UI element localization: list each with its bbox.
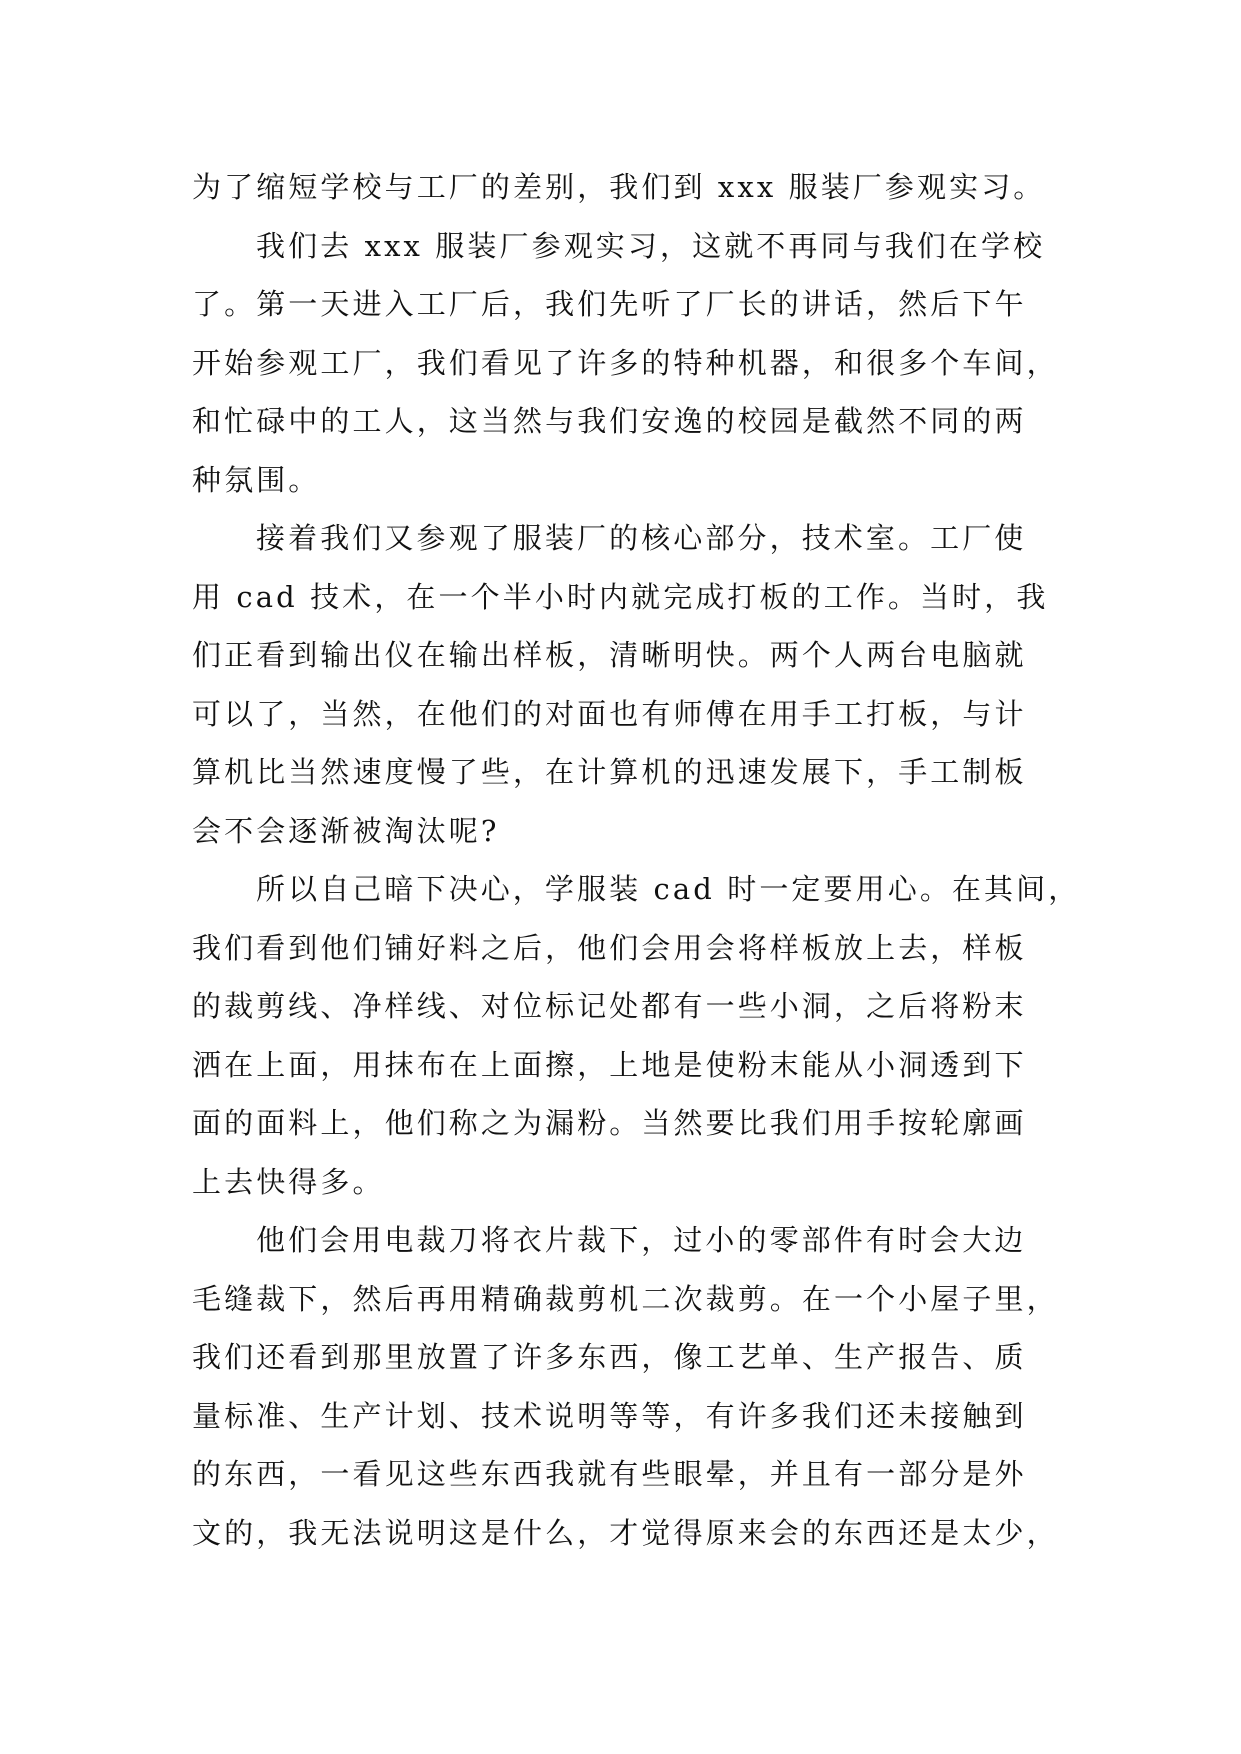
text-line: 可以了，当然，在他们的对面也有师傅在用手工打板，与计 [192, 696, 1027, 731]
text-line: 开始参观工厂，我们看见了许多的特种机器，和很多个车间， [192, 345, 1059, 380]
text-line: 他们会用电裁刀将衣片裁下，过小的零部件有时会大边 [256, 1223, 1027, 1257]
text-line: 毛缝裁下，然后再用精确裁剪机二次裁剪。在一个小屋子里， [192, 1281, 1059, 1316]
text-line: 了。第一天进入工厂后，我们先听了厂长的讲话，然后下午 [192, 287, 1027, 321]
text-line: 种氛围。 [192, 462, 321, 497]
text-line: 和忙碌中的工人，这当然与我们安逸的校园是截然不同的两 [192, 404, 1027, 438]
text-line: 文的，我无法说明这是什么，才觉得原来会的东西还是太少， [192, 1515, 1059, 1550]
text-line: 面的面料上，他们称之为漏粉。当然要比我们用手按轮廓画 [192, 1106, 1027, 1140]
text-line: 我们去 xxx 服装厂参观实习，这就不再同与我们在学校 [256, 228, 1046, 263]
text-line: 的裁剪线、净样线、对位标记处都有一些小洞，之后将粉末 [192, 989, 1027, 1023]
text-line: 们正看到输出仪在输出样板，清晰明快。两个人两台电脑就 [192, 638, 1027, 672]
document-body [192, 158, 1081, 1562]
text-line: 用 cad 技术，在一个半小时内就完成打板的工作。当时，我 [192, 579, 1049, 614]
text-line: 接着我们又参观了服装厂的核心部分，技术室。工厂使 [256, 521, 1027, 555]
text-line: 会不会逐渐被淘汰呢? [192, 813, 500, 848]
text-line: 我们看到他们铺好料之后，他们会用会将样板放上去，样板 [192, 930, 1027, 965]
text-line: 我们还看到那里放置了许多东西，像工艺单、生产报告、质 [192, 1340, 1027, 1374]
text-line: 为了缩短学校与工厂的差别，我们到 xxx 服装厂参观实习。 [192, 170, 1046, 204]
text-line: 量标准、生产计划、技术说明等等，有许多我们还未接触到 [192, 1398, 1027, 1433]
text-line: 的东西，一看见这些东西我就有些眼晕，并且有一部分是外 [192, 1457, 1027, 1491]
text-line: 算机比当然速度慢了些，在计算机的迅速发展下，手工制板 [192, 755, 1027, 789]
text-line: 洒在上面，用抹布在上面擦，上地是使粉末能从小洞透到下 [192, 1047, 1027, 1082]
text-line: 上去快得多。 [192, 1164, 385, 1199]
text-line: 所以自己暗下决心，学服装 cad 时一定要用心。在其间， [256, 872, 1081, 906]
